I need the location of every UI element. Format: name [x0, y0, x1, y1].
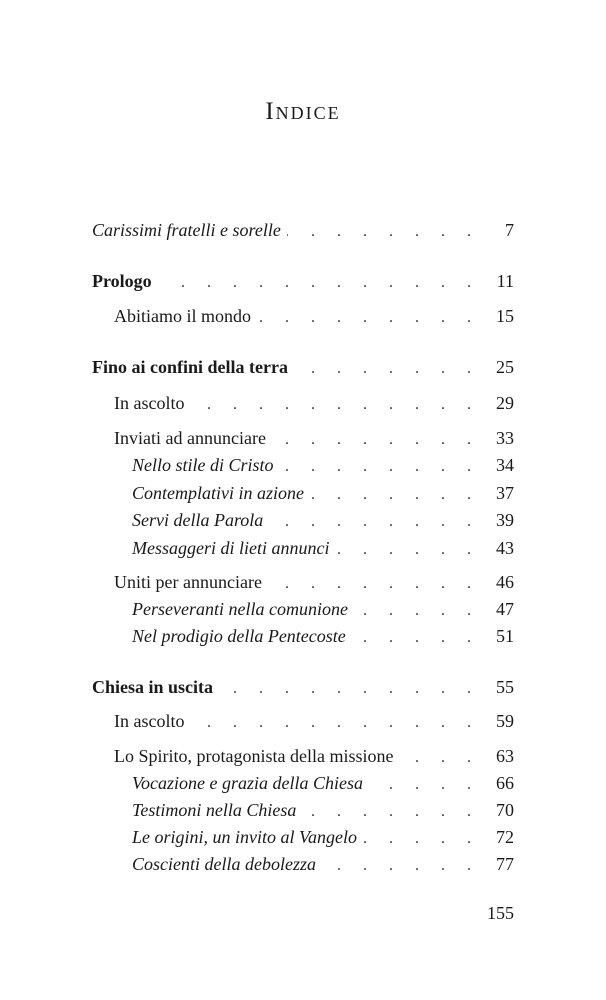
toc-entry-page: 63 [496, 746, 514, 766]
dot-leader [272, 427, 480, 453]
toc-entry[interactable] [114, 569, 514, 595]
toc-entry[interactable] [92, 217, 514, 243]
toc-entry[interactable] [132, 770, 514, 796]
dot-leader [219, 676, 480, 702]
toc-entry-page: 29 [496, 393, 514, 413]
dot-leader [287, 219, 480, 245]
toc-entry-page: 77 [496, 854, 514, 874]
toc-entry-page: 39 [496, 510, 514, 530]
toc-entry-label: Chiesa in uscita [92, 677, 214, 697]
dot-leader [257, 305, 480, 331]
dot-leader [302, 799, 480, 825]
toc-entry-label: Nello stile di Cristo [132, 455, 274, 475]
toc-entry[interactable] [132, 824, 514, 850]
toc-entry[interactable] [114, 743, 514, 769]
toc-entry[interactable] [114, 390, 514, 416]
dot-leader [322, 853, 480, 879]
toc-entry-page: 55 [496, 677, 514, 697]
toc-entry[interactable] [132, 851, 514, 877]
dot-leader [158, 270, 480, 296]
toc-entry-label: Prologo [92, 271, 152, 291]
toc-entry-label: Lo Spirito, protagonista della missione [114, 746, 394, 766]
toc-entry-label: Uniti per annunciare [114, 572, 262, 592]
toc-entry-label: In ascolto [114, 711, 185, 731]
toc-entry-page: 34 [496, 455, 514, 475]
toc-entry-page: 15 [496, 306, 514, 326]
dot-leader [269, 509, 480, 535]
toc-entry-page: 66 [496, 773, 514, 793]
toc-entry-label: Fino ai confini della terra [92, 357, 288, 377]
toc-entry[interactable] [132, 797, 514, 823]
toc-entry-label: Coscienti della debolezza [132, 854, 316, 874]
toc-entry[interactable] [132, 480, 514, 506]
toc-entry-page: 47 [496, 599, 514, 619]
toc-entry-page: 7 [505, 220, 514, 240]
toc-entry[interactable] [92, 354, 514, 380]
toc-entry-page: 70 [496, 800, 514, 820]
dot-leader [399, 745, 480, 771]
toc-entry-page: 11 [496, 271, 514, 291]
dot-leader [369, 772, 480, 798]
toc-entry[interactable] [114, 425, 514, 451]
toc-entry-page: 33 [496, 428, 514, 448]
toc-entry-label: Le origini, un invito al Vangelo [132, 827, 357, 847]
toc-entry-page: 25 [496, 357, 514, 377]
toc-entry-label: Testimoni nella Chiesa [132, 800, 297, 820]
dot-leader [294, 356, 480, 382]
dot-leader [190, 710, 480, 736]
dot-leader [280, 454, 480, 480]
toc-entry-label: Contemplativi in azione [132, 483, 304, 503]
toc-entry-page: 59 [496, 711, 514, 731]
toc-entry-label: Vocazione e grazia della Chiesa [132, 773, 363, 793]
toc-entry[interactable] [114, 708, 514, 734]
toc-entry[interactable] [92, 674, 514, 700]
toc-entry-page: 51 [496, 626, 514, 646]
toc-entry-label: Carissimi fratelli e sorelle [92, 220, 281, 240]
toc-entry-page: 72 [496, 827, 514, 847]
toc-entry-page: 37 [496, 483, 514, 503]
dot-leader [310, 482, 480, 508]
dot-leader [190, 392, 480, 418]
toc-entry[interactable] [114, 303, 514, 329]
dot-leader [363, 826, 480, 852]
page-number: 155 [487, 903, 514, 923]
dot-leader [352, 625, 480, 651]
toc-entry-label: Inviati ad annunciare [114, 428, 266, 448]
toc-entry-label: Nel prodigio della Pentecoste [132, 626, 346, 646]
toc-entry[interactable] [132, 535, 514, 561]
dot-leader [335, 537, 480, 563]
toc-entry[interactable] [132, 507, 514, 533]
page-title: Indice [265, 98, 341, 125]
dot-leader [268, 571, 480, 597]
toc-entry-page: 46 [496, 572, 514, 592]
toc-entry-label: Abitiamo il mondo [114, 306, 251, 326]
toc-entry[interactable] [132, 452, 514, 478]
toc-entry-label: Servi della Parola [132, 510, 264, 530]
toc-entry[interactable] [92, 268, 514, 294]
toc-entry[interactable] [132, 596, 514, 622]
toc-entry-label: Messaggeri di lieti annunci [132, 538, 330, 558]
toc-entry[interactable] [132, 623, 514, 649]
toc-entry-label: Perseveranti nella comunione [132, 599, 348, 619]
toc-entry-label: In ascolto [114, 393, 185, 413]
dot-leader [354, 598, 480, 624]
toc-entry-page: 43 [496, 538, 514, 558]
